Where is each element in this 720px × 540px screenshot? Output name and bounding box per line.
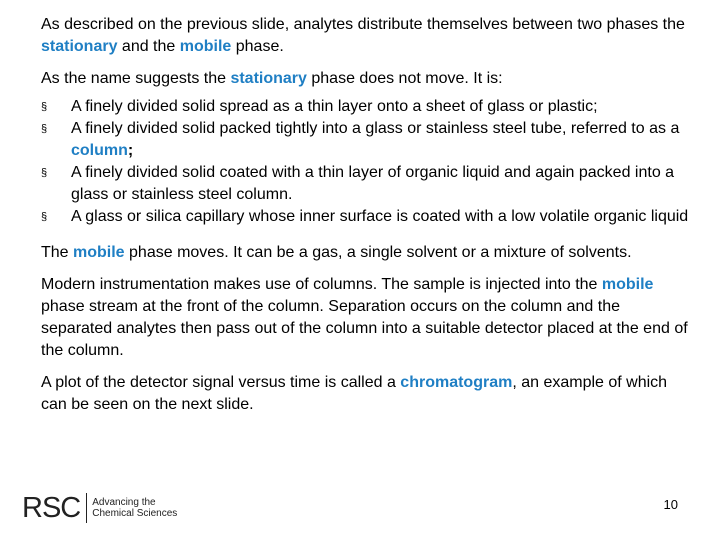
logo-tagline-line1: Advancing the — [92, 497, 156, 508]
text-span: A plot of the detector signal versus time is called a — [41, 374, 401, 391]
highlight-mobile: mobile — [73, 244, 125, 261]
highlight-mobile: mobile — [179, 38, 232, 55]
logo-mark: RSC — [22, 493, 87, 523]
bullet-item — [41, 96, 691, 118]
page-number: 10 — [663, 497, 678, 512]
text-span: phase. — [231, 38, 284, 55]
bullet-item — [41, 162, 691, 206]
slide-body — [41, 14, 691, 416]
text-span: phase stream at the front of the column. Separation occurs on the column and the separated analytes then pass out of the column into a suitable detector placed at the end of the column. — [41, 298, 688, 359]
bullet-text: A glass or silica capillary whose inner surface is coated with a low volatile organic liquid — [71, 208, 689, 225]
bullet-marker: § — [41, 101, 48, 113]
bullet-item — [41, 206, 691, 228]
mobile-paragraph — [41, 242, 691, 264]
bullet-marker: § — [41, 167, 48, 179]
bullet-text: A finely divided solid packed tightly into a glass or stainless steel tube, referred to as a — [71, 120, 680, 137]
bullet-text: ; — [127, 142, 134, 159]
text-span: phase moves. It can be a gas, a single solvent or a mixture of solvents. — [124, 244, 632, 261]
intro-paragraph — [41, 14, 691, 58]
bullet-list — [41, 96, 691, 228]
instrumentation-paragraph — [41, 274, 691, 362]
text-span: As described on the previous slide, analytes distribute themselves between two phases the — [41, 16, 685, 33]
logo-tagline — [87, 497, 177, 519]
bullet-text: A finely divided solid coated with a thin layer of organic liquid and again packed into a glass or stainless steel column. — [71, 164, 675, 203]
highlight-mobile: mobile — [601, 276, 654, 293]
logo-tagline-line2: Chemical Sciences — [92, 508, 178, 519]
text-span: and the — [117, 38, 180, 55]
highlight-chromatogram: chromatogram — [400, 374, 513, 391]
text-span: As the name suggests the — [41, 70, 231, 87]
text-span: The — [41, 244, 74, 261]
highlight-stationary: stationary — [41, 38, 118, 55]
highlight-stationary: stationary — [230, 70, 307, 87]
rsc-logo — [22, 492, 177, 524]
text-span: Modern instrumentation makes use of columns. The sample is injected into the — [41, 276, 602, 293]
highlight-column: column — [71, 142, 128, 159]
text-span: phase does not move. It is: — [306, 70, 503, 87]
bullet-marker: § — [41, 123, 48, 135]
stationary-paragraph — [41, 68, 691, 90]
chromatogram-paragraph — [41, 372, 691, 416]
bullet-item — [41, 118, 691, 162]
text-span: , an example of which can be seen on the next slide. — [41, 374, 668, 413]
bullet-text: A finely divided solid spread as a thin layer onto a sheet of glass or plastic; — [71, 98, 598, 115]
bullet-marker: § — [41, 211, 48, 223]
